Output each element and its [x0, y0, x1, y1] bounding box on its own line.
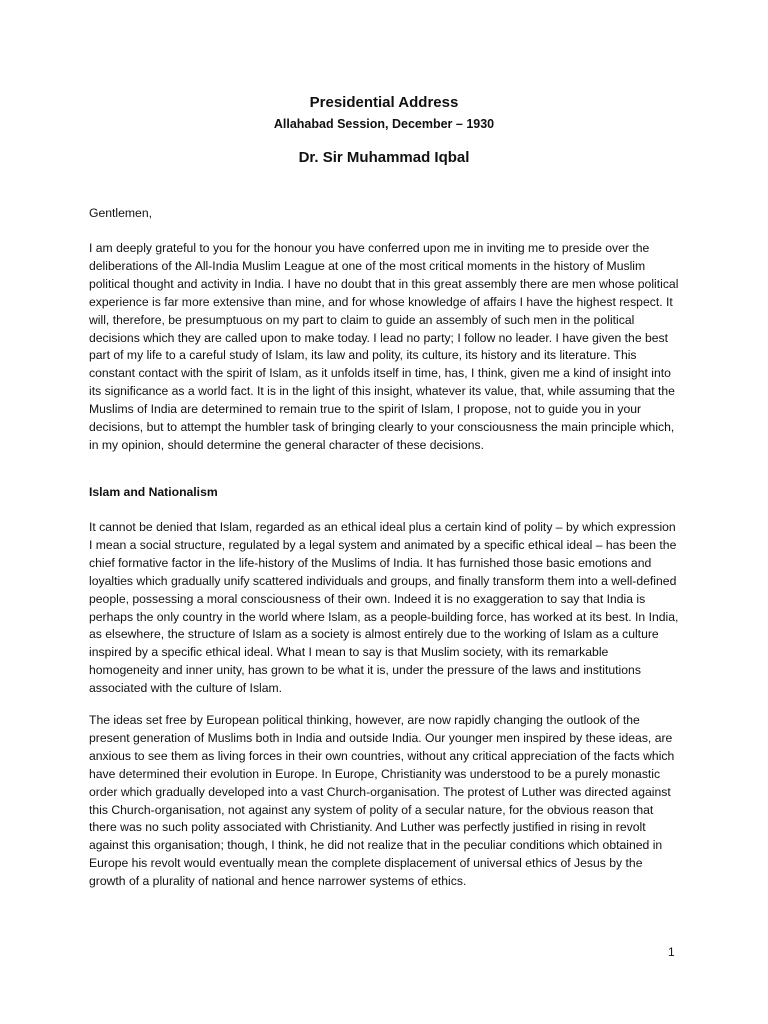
- document-author: Dr. Sir Muhammad Iqbal: [298, 149, 470, 166]
- page-number: 1: [668, 945, 675, 959]
- section-heading: Islam and Nationalism: [89, 485, 218, 499]
- salutation: Gentlemen,: [89, 206, 153, 220]
- paragraph-2: It cannot be denied that Islam, regarded as an ethical ideal plus a certain kind of polity – by which expression I mean a social structure, regulated by a legal system and animated by a specific ethical ideal – has been the chief formative factor in the life-history of the Muslims of India. It has furnished those basic emotions and loyalties which gradually unify scattered individuals and groups, and finally transform them into a well-defined people, possessing a moral consciousness of their own. Indeed it is no exaggeration to say that India is perhaps the only country in the world where Islam, as a people-building force, has worked at its best. In India, as elsewhere, the structure of Islam as a society is almost entirely due to the working of Islam as a culture inspired by a specific ethical ideal. What I mean to say is that Muslim society, with its remarkable homogeneity and inner unity, has grown to be what it is, under the pressure of the laws and institutions associated with the culture of Islam.: [89, 520, 679, 696]
- paragraph-1: I am deeply grateful to you for the honour you have conferred upon me in inviting me to preside over the deliberations of the All-India Muslim League at one of the most critical moments in the history of Muslim political thought and activity in India. I have no doubt that in this great assembly there are men whose political experience is far more extensive than mine, and for whose knowledge of affairs I have the highest respect. It will, therefore, be presumptuous on my part to claim to guide an assembly of such men in the political decisions which they are called upon to make today. I lead no party; I follow no leader. I have given the best part of my life to a careful study of Islam, its law and polity, its culture, its history and its literature. This constant contact with the spirit of Islam, as it unfolds itself in time, has, I think, given me a kind of insight into its significance as a world fact. It is in the light of this insight, whatever its value, that, while assuming that the Muslims of India are determined to remain true to the spirit of Islam, I propose, not to guide you in your decisions, but to attempt the humbler task of bringing clearly to your consciousness the main principle which, in my opinion, should determine the general character of these decisions.: [89, 241, 679, 452]
- document-subtitle: Allahabad Session, December – 1930: [273, 117, 495, 131]
- document-title: Presidential Address: [309, 94, 459, 111]
- paragraph-3: The ideas set free by European political thinking, however, are now rapidly changing the outlook of the present generation of Muslims both in India and outside India. Our younger men inspired by these ideas, are anxious to see them as living forces in their own countries, without any critical appreciation of the facts which have determined their evolution in Europe. In Europe, Christianity was understood to be a purely monastic order which gradually developed into a vast Church-organisation. The protest of Luther was directed against this Church-organisation, not against any system of polity of a secular nature, for the obvious reason that there was no such polity associated with Christianity. And Luther was perfectly justified in rising in revolt against this organisation; though, I think, he did not realize that in the peculiar conditions which obtained in Europe his revolt would eventually mean the complete displacement of universal ethics of Jesus by the growth of a plurality of national and hence narrower systems of ethics.: [89, 713, 675, 889]
